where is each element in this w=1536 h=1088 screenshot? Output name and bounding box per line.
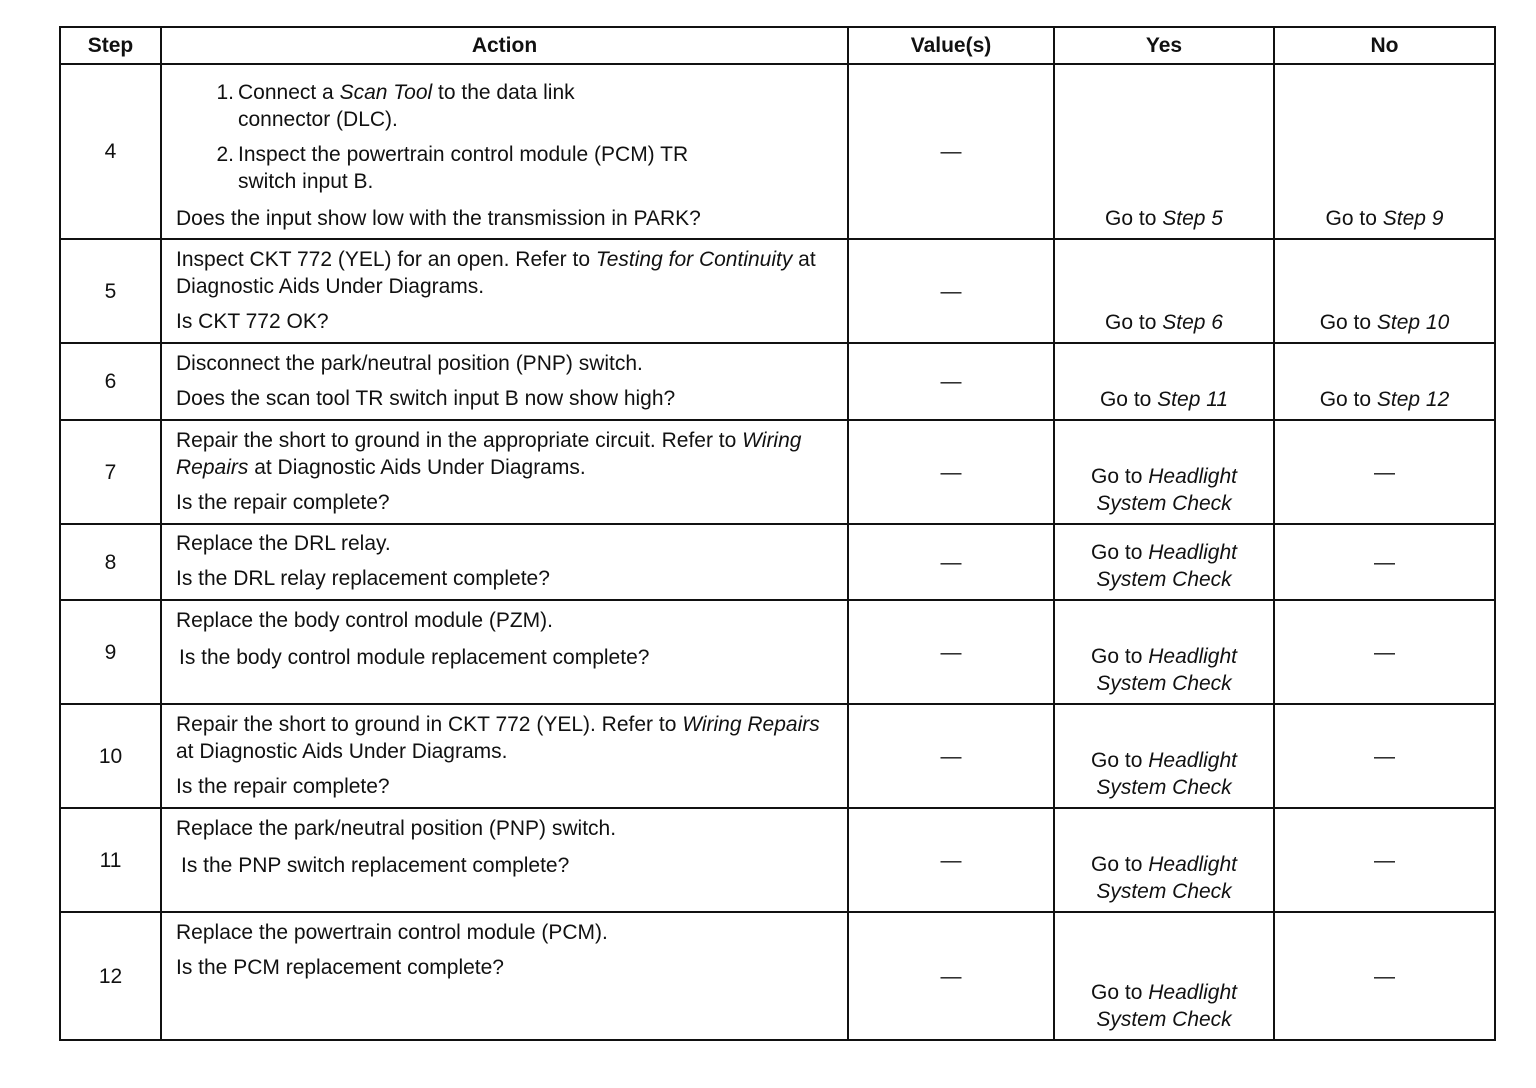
action-list-item xyxy=(200,141,839,195)
emphasis-scan-tool: Scan Tool xyxy=(339,81,433,104)
list-text: Inspect the powertrain control module (PCM) TR switch input B. xyxy=(238,143,689,193)
table-row xyxy=(60,808,1495,912)
header-values: Value(s) xyxy=(848,27,1054,64)
table-row xyxy=(60,64,1495,239)
value-cell: — xyxy=(848,524,1054,600)
diagnostic-table xyxy=(59,26,1496,1041)
text-run: at Diagnostic Aids Under Diagrams. xyxy=(176,739,508,763)
no-cell xyxy=(1274,343,1495,420)
step-ref: System Check xyxy=(1096,1008,1232,1031)
action-text: Replace the park/neutral position (PNP) switch. xyxy=(176,817,617,840)
text-run: Go to xyxy=(1105,207,1163,230)
action-cell xyxy=(161,239,848,343)
value-cell: — xyxy=(848,704,1054,808)
step-number: 5 xyxy=(60,239,161,343)
text-run: Repair the short to ground in the appropriate circuit. Refer to xyxy=(176,428,743,452)
yes-cell xyxy=(1054,600,1274,704)
value-cell: — xyxy=(848,239,1054,343)
text-run: to the data link connector (DLC). xyxy=(238,81,575,131)
action-cell xyxy=(161,600,848,704)
text-run: Go to xyxy=(1105,311,1163,334)
table-row xyxy=(60,600,1495,704)
header-yes: Yes xyxy=(1054,27,1274,64)
action-question: Does the input show low with the transmission in PARK? xyxy=(176,207,701,230)
no-cell: — xyxy=(1274,600,1495,704)
step-number: 4 xyxy=(60,64,161,239)
step-number: 6 xyxy=(60,343,161,420)
value-cell: — xyxy=(848,343,1054,420)
action-text: Replace the body control module (PZM). xyxy=(176,609,554,632)
action-cell xyxy=(161,704,848,808)
step-ref: Step 5 xyxy=(1162,207,1223,230)
header-no: No xyxy=(1274,27,1495,64)
value-cell: — xyxy=(848,912,1054,1040)
step-ref: System Check xyxy=(1096,568,1232,591)
step-ref: System Check xyxy=(1096,672,1232,695)
table-row xyxy=(60,420,1495,524)
text-run: Go to xyxy=(1091,645,1149,668)
text-run: Connect a xyxy=(238,81,340,104)
action-text xyxy=(176,246,839,300)
action-cell xyxy=(161,808,848,912)
step-ref: Step 9 xyxy=(1382,207,1444,230)
value-cell: — xyxy=(848,64,1054,239)
step-ref: Step 10 xyxy=(1376,311,1450,334)
step-number: 8 xyxy=(60,524,161,600)
yes-cell xyxy=(1054,912,1274,1040)
no-cell: — xyxy=(1274,524,1495,600)
action-cell xyxy=(161,912,848,1040)
step-number: 9 xyxy=(60,600,161,704)
step-ref: Step 12 xyxy=(1376,388,1450,411)
step-ref: Headlight xyxy=(1148,465,1237,488)
yes-cell xyxy=(1054,239,1274,343)
table-row xyxy=(60,524,1495,600)
yes-cell xyxy=(1054,704,1274,808)
step-ref: System Check xyxy=(1096,880,1232,903)
text-run: Go to xyxy=(1319,311,1377,334)
table-row xyxy=(60,239,1495,343)
step-number: 11 xyxy=(60,808,161,912)
action-text: Replace the DRL relay. xyxy=(176,532,391,555)
action-text xyxy=(176,427,839,481)
step-ref: Headlight xyxy=(1148,541,1237,564)
action-text xyxy=(176,711,839,765)
step-ref: System Check xyxy=(1096,492,1232,515)
text-run: Go to xyxy=(1091,749,1149,772)
no-cell xyxy=(1274,64,1495,239)
yes-cell xyxy=(1054,524,1274,600)
action-question: Is the DRL relay replacement complete? xyxy=(176,567,550,590)
yes-cell xyxy=(1054,343,1274,420)
list-text xyxy=(234,79,658,133)
action-list xyxy=(176,79,839,195)
text-run: Go to xyxy=(1091,981,1149,1004)
emphasis-ref: Wiring Repairs xyxy=(176,428,802,479)
step-number: 10 xyxy=(60,704,161,808)
no-cell: — xyxy=(1274,808,1495,912)
no-cell xyxy=(1274,239,1495,343)
emphasis-ref: Testing for Continuity xyxy=(595,247,793,271)
action-text: Disconnect the park/neutral position (PNP) switch. xyxy=(176,351,643,375)
step-ref: Step 11 xyxy=(1157,388,1229,411)
list-number: 1. xyxy=(216,81,234,104)
action-question: Is the PNP switch replacement complete? xyxy=(181,854,570,877)
step-ref: Headlight xyxy=(1148,749,1237,772)
no-cell: — xyxy=(1274,420,1495,524)
table-row xyxy=(60,704,1495,808)
action-question: Does the scan tool TR switch input B now show high? xyxy=(176,386,676,410)
action-question: Is the PCM replacement complete? xyxy=(176,956,504,979)
text-run: Go to xyxy=(1091,541,1149,564)
action-cell xyxy=(161,64,848,239)
header-step: Step xyxy=(60,27,161,64)
text-run: Go to xyxy=(1091,853,1149,876)
header-action: Action xyxy=(161,27,848,64)
step-ref: Step 6 xyxy=(1162,311,1223,334)
action-cell xyxy=(161,524,848,600)
text-run: Go to xyxy=(1325,207,1383,230)
action-question: Is the repair complete? xyxy=(176,490,390,514)
step-ref: System Check xyxy=(1096,776,1232,799)
value-cell: — xyxy=(848,808,1054,912)
text-run: at Diagnostic Aids Under Diagrams. xyxy=(248,455,586,479)
text-run: Inspect CKT 772 (YEL) for an open. Refer to xyxy=(176,247,596,271)
text-run: Go to xyxy=(1091,465,1149,488)
yes-cell xyxy=(1054,420,1274,524)
action-question: Is CKT 772 OK? xyxy=(176,309,329,333)
text-run: Go to xyxy=(1319,388,1377,411)
step-ref: Headlight xyxy=(1148,853,1237,876)
yes-cell xyxy=(1054,64,1274,239)
text-run: Repair the short to ground in CKT 772 (YEL). Refer to xyxy=(176,712,683,736)
step-number: 12 xyxy=(60,912,161,1040)
text-run: Go to xyxy=(1099,388,1158,411)
action-cell xyxy=(161,420,848,524)
no-cell: — xyxy=(1274,912,1495,1040)
step-ref: Headlight xyxy=(1148,981,1237,1004)
no-cell: — xyxy=(1274,704,1495,808)
action-question: Is the body control module replacement complete? xyxy=(179,646,650,669)
table-row xyxy=(60,343,1495,420)
action-text: Replace the powertrain control module (PCM). xyxy=(176,921,608,944)
header-row xyxy=(60,27,1495,64)
diagnostic-table-container xyxy=(59,26,1496,1041)
value-cell: — xyxy=(848,420,1054,524)
list-number: 2. xyxy=(216,143,234,166)
table-row xyxy=(60,912,1495,1040)
value-cell: — xyxy=(848,600,1054,704)
action-question: Is the repair complete? xyxy=(176,774,390,798)
yes-cell xyxy=(1054,808,1274,912)
emphasis-ref: Wiring Repairs xyxy=(682,712,820,736)
action-list-item xyxy=(200,79,839,133)
action-cell xyxy=(161,343,848,420)
text-run: at Diagnostic Aids Under Diagrams. xyxy=(176,247,816,298)
step-ref: Headlight xyxy=(1148,645,1237,668)
step-number: 7 xyxy=(60,420,161,524)
